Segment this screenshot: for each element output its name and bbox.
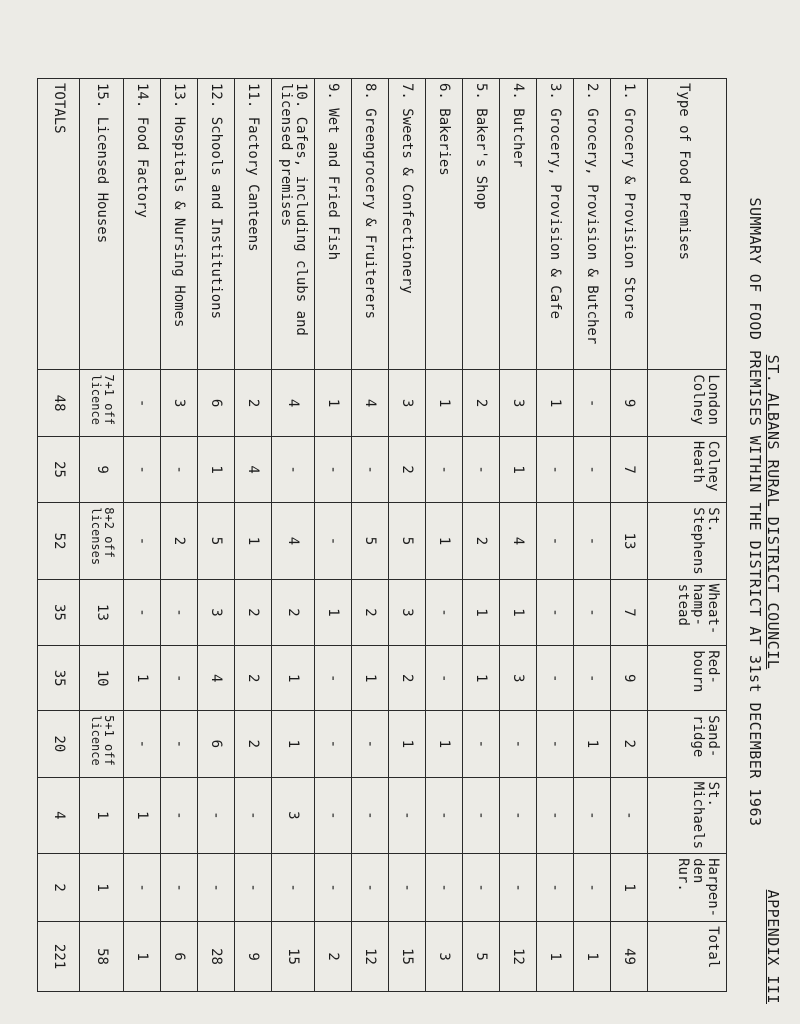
table-cell: - [389, 777, 426, 853]
table-row [197, 79, 234, 992]
table-cell: - [234, 854, 271, 922]
column-header: Red- bourn [648, 646, 727, 711]
table-cell: - [160, 646, 197, 711]
table-cell: 5 [463, 922, 500, 992]
table-cell: 5 [352, 503, 389, 579]
table-cell: 12 [352, 922, 389, 992]
table-row [234, 79, 271, 992]
table-cell: 7 [611, 579, 648, 645]
premises-type-label: 10. Cafes, including clubs and licensed premises [271, 79, 314, 370]
table-cell: - [537, 436, 574, 502]
table-cell: 2 [234, 646, 271, 711]
table-cell: - [123, 579, 160, 645]
table-cell: - [315, 646, 352, 711]
table-cell: 7+1 off licence [80, 370, 123, 436]
table-cell: 1 [574, 711, 611, 777]
table-cell: 4 [271, 503, 314, 579]
table-cell: 15 [271, 922, 314, 992]
total-cell: 48 [38, 370, 80, 436]
table-cell: - [315, 503, 352, 579]
table-cell: - [500, 777, 537, 853]
table-cell: 1 [123, 922, 160, 992]
table-cell: - [574, 436, 611, 502]
table-cell: - [315, 711, 352, 777]
table-cell: - [574, 777, 611, 853]
premises-type-label: 3. Grocery, Provision & Cafe [537, 79, 574, 370]
table-cell: 3 [197, 579, 234, 645]
column-header: St. Michaels [648, 777, 727, 853]
table-row [80, 79, 123, 992]
table-row [160, 79, 197, 992]
table-cell: 10 [80, 646, 123, 711]
table-cell: 1 [315, 370, 352, 436]
table-cell: 2 [315, 922, 352, 992]
table-cell: - [426, 579, 463, 645]
table-cell: 3 [271, 777, 314, 853]
table-cell: 3 [160, 370, 197, 436]
table-cell: - [315, 854, 352, 922]
table-cell: 2 [352, 579, 389, 645]
table-cell: 28 [197, 922, 234, 992]
table-row [389, 79, 426, 992]
column-header: London Colney [648, 370, 727, 436]
total-cell: 4 [38, 777, 80, 853]
table-cell: - [160, 854, 197, 922]
column-header: Colney Heath [648, 436, 727, 502]
total-cell: 20 [38, 711, 80, 777]
table-cell: 4 [234, 436, 271, 502]
table-row [352, 79, 389, 992]
premises-type-label: 1. Grocery & Provision Store [611, 79, 648, 370]
table-cell: - [352, 854, 389, 922]
table-cell: 5 [197, 503, 234, 579]
table-cell: - [426, 436, 463, 502]
table-cell: 6 [160, 922, 197, 992]
table-cell: 1 [271, 646, 314, 711]
table-cell: - [160, 579, 197, 645]
table-cell: 49 [611, 922, 648, 992]
table-cell: 13 [80, 579, 123, 645]
table-cell: - [463, 854, 500, 922]
table-cell: 9 [611, 646, 648, 711]
column-header: St. Stephens [648, 503, 727, 579]
table-cell: 1 [80, 854, 123, 922]
table-row [463, 79, 500, 992]
table-cell: - [537, 646, 574, 711]
table-cell: 3 [389, 579, 426, 645]
column-header: Harpen- den Rur. [648, 854, 727, 922]
premises-type-label: 14. Food Factory [123, 79, 160, 370]
table-cell: 1 [352, 646, 389, 711]
table-cell: 1 [611, 854, 648, 922]
table-cell: - [426, 646, 463, 711]
table-row [315, 79, 352, 992]
total-cell: 25 [38, 436, 80, 502]
table-cell: 2 [463, 370, 500, 436]
premises-type-label: 11. Factory Canteens [234, 79, 271, 370]
table-cell: 15 [389, 922, 426, 992]
column-header: Sand- ridge [648, 711, 727, 777]
table-body [38, 79, 648, 992]
table-cell: - [537, 579, 574, 645]
table-cell: 1 [463, 579, 500, 645]
table-cell: 12 [500, 922, 537, 992]
table-cell: - [426, 854, 463, 922]
table-cell: - [197, 777, 234, 853]
table-cell: - [389, 854, 426, 922]
premises-type-label: 5. Baker's Shop [463, 79, 500, 370]
table-cell: - [500, 854, 537, 922]
table-cell: 7 [611, 436, 648, 502]
premises-type-label: 9. Wet and Fried Fish [315, 79, 352, 370]
table-cell: - [123, 711, 160, 777]
table-cell: 1 [426, 503, 463, 579]
premises-type-label: 15. Licensed Houses [80, 79, 123, 370]
table-cell: 3 [426, 922, 463, 992]
table-cell: 2 [611, 711, 648, 777]
table-cell: 5+1 off licence [80, 711, 123, 777]
table-cell: 1 [426, 370, 463, 436]
table-cell: 1 [123, 777, 160, 853]
table-cell: - [271, 854, 314, 922]
table-cell: 1 [537, 370, 574, 436]
table-cell: 1 [500, 436, 537, 502]
table-cell: 2 [234, 579, 271, 645]
table-cell: - [160, 436, 197, 502]
table-cell: - [500, 711, 537, 777]
document-title [746, 0, 782, 1024]
premises-type-label: 4. Butcher [500, 79, 537, 370]
table-cell: - [352, 711, 389, 777]
table-cell: - [537, 711, 574, 777]
table-cell: 5 [389, 503, 426, 579]
table-cell: 2 [234, 711, 271, 777]
table-cell: 2 [271, 579, 314, 645]
table-cell: 2 [463, 503, 500, 579]
table-row [537, 79, 574, 992]
table-cell: 4 [197, 646, 234, 711]
table-cell: 1 [426, 711, 463, 777]
table-cell: - [160, 777, 197, 853]
table-header-row [648, 79, 727, 992]
table-row [123, 79, 160, 992]
table-cell: - [197, 854, 234, 922]
table-cell: - [537, 503, 574, 579]
table-cell: 1 [197, 436, 234, 502]
table-cell: 4 [500, 503, 537, 579]
premises-type-label: 6. Bakeries [426, 79, 463, 370]
table-cell: - [123, 854, 160, 922]
table-cell: - [574, 370, 611, 436]
table-cell: 4 [271, 370, 314, 436]
table-cell: - [123, 436, 160, 502]
food-premises-table [37, 78, 727, 992]
table-cell: 1 [315, 579, 352, 645]
table-cell: 13 [611, 503, 648, 579]
district-name: ST. ALBANS RURAL DISTRICT COUNCIL [764, 354, 782, 670]
table-cell: 2 [160, 503, 197, 579]
table-cell: 1 [463, 646, 500, 711]
premises-type-label: 12. Schools and Institutions [197, 79, 234, 370]
table-row [271, 79, 314, 992]
table-cell: 58 [80, 922, 123, 992]
table-cell: 3 [500, 370, 537, 436]
table-cell: - [574, 646, 611, 711]
table-cell: - [574, 579, 611, 645]
table-row [574, 79, 611, 992]
table-cell: - [537, 777, 574, 853]
table-cell: 1 [389, 711, 426, 777]
premises-type-label: 7. Sweets & Confectionery [389, 79, 426, 370]
table-cell: - [123, 503, 160, 579]
table-cell: - [352, 436, 389, 502]
table-cell: - [352, 777, 389, 853]
premises-type-label: 13. Hospitals & Nursing Homes [160, 79, 197, 370]
table-cell: - [160, 711, 197, 777]
table-cell: 2 [389, 436, 426, 502]
premises-type-label: 2. Grocery, Provision & Butcher [574, 79, 611, 370]
total-cell: 35 [38, 579, 80, 645]
table-cell: 8+2 off licenses [80, 503, 123, 579]
table-cell: 1 [123, 646, 160, 711]
table-cell: - [315, 436, 352, 502]
table-cell: 1 [271, 711, 314, 777]
table-cell: 9 [611, 370, 648, 436]
type-column-header: Type of Food Premises [648, 79, 727, 370]
table-cell: - [574, 854, 611, 922]
table-cell: - [463, 436, 500, 502]
table-cell: - [537, 854, 574, 922]
table-cell: 4 [352, 370, 389, 436]
table-cell: 2 [234, 370, 271, 436]
table-cell: 1 [234, 503, 271, 579]
table-cell: - [123, 370, 160, 436]
table-row [426, 79, 463, 992]
food-premises-table-wrapper [37, 78, 727, 992]
table-cell: - [611, 777, 648, 853]
column-header: Total [648, 922, 727, 992]
table-cell: - [574, 503, 611, 579]
totals-label: TOTALS [38, 79, 80, 370]
table-cell: - [271, 436, 314, 502]
table-cell: 1 [80, 777, 123, 853]
table-cell: - [234, 777, 271, 853]
table-cell: 9 [80, 436, 123, 502]
total-cell: 52 [38, 503, 80, 579]
table-cell: - [315, 777, 352, 853]
total-cell: 221 [38, 922, 80, 992]
table-cell: 6 [197, 370, 234, 436]
total-cell: 35 [38, 646, 80, 711]
total-cell: 2 [38, 854, 80, 922]
table-cell: 1 [537, 922, 574, 992]
appendix-label: APPENDIX III [764, 889, 782, 1004]
table-cell: - [463, 777, 500, 853]
table-cell: 6 [197, 711, 234, 777]
table-row [611, 79, 648, 992]
table-cell: - [426, 777, 463, 853]
table-cell: 1 [574, 922, 611, 992]
table-cell: - [463, 711, 500, 777]
table-row [500, 79, 537, 992]
totals-row [38, 79, 80, 992]
table-cell: 9 [234, 922, 271, 992]
table-cell: 2 [389, 646, 426, 711]
premises-type-label: 8. Greengrocery & Fruiterers [352, 79, 389, 370]
table-cell: 3 [389, 370, 426, 436]
column-header: Wheat- hamp- stead [648, 579, 727, 645]
summary-title: SUMMARY OF FOOD PREMISES WITHIN THE DISTRICT AT 31st DECEMBER 1963 [746, 197, 764, 827]
table-cell: 3 [500, 646, 537, 711]
table-cell: 1 [500, 579, 537, 645]
